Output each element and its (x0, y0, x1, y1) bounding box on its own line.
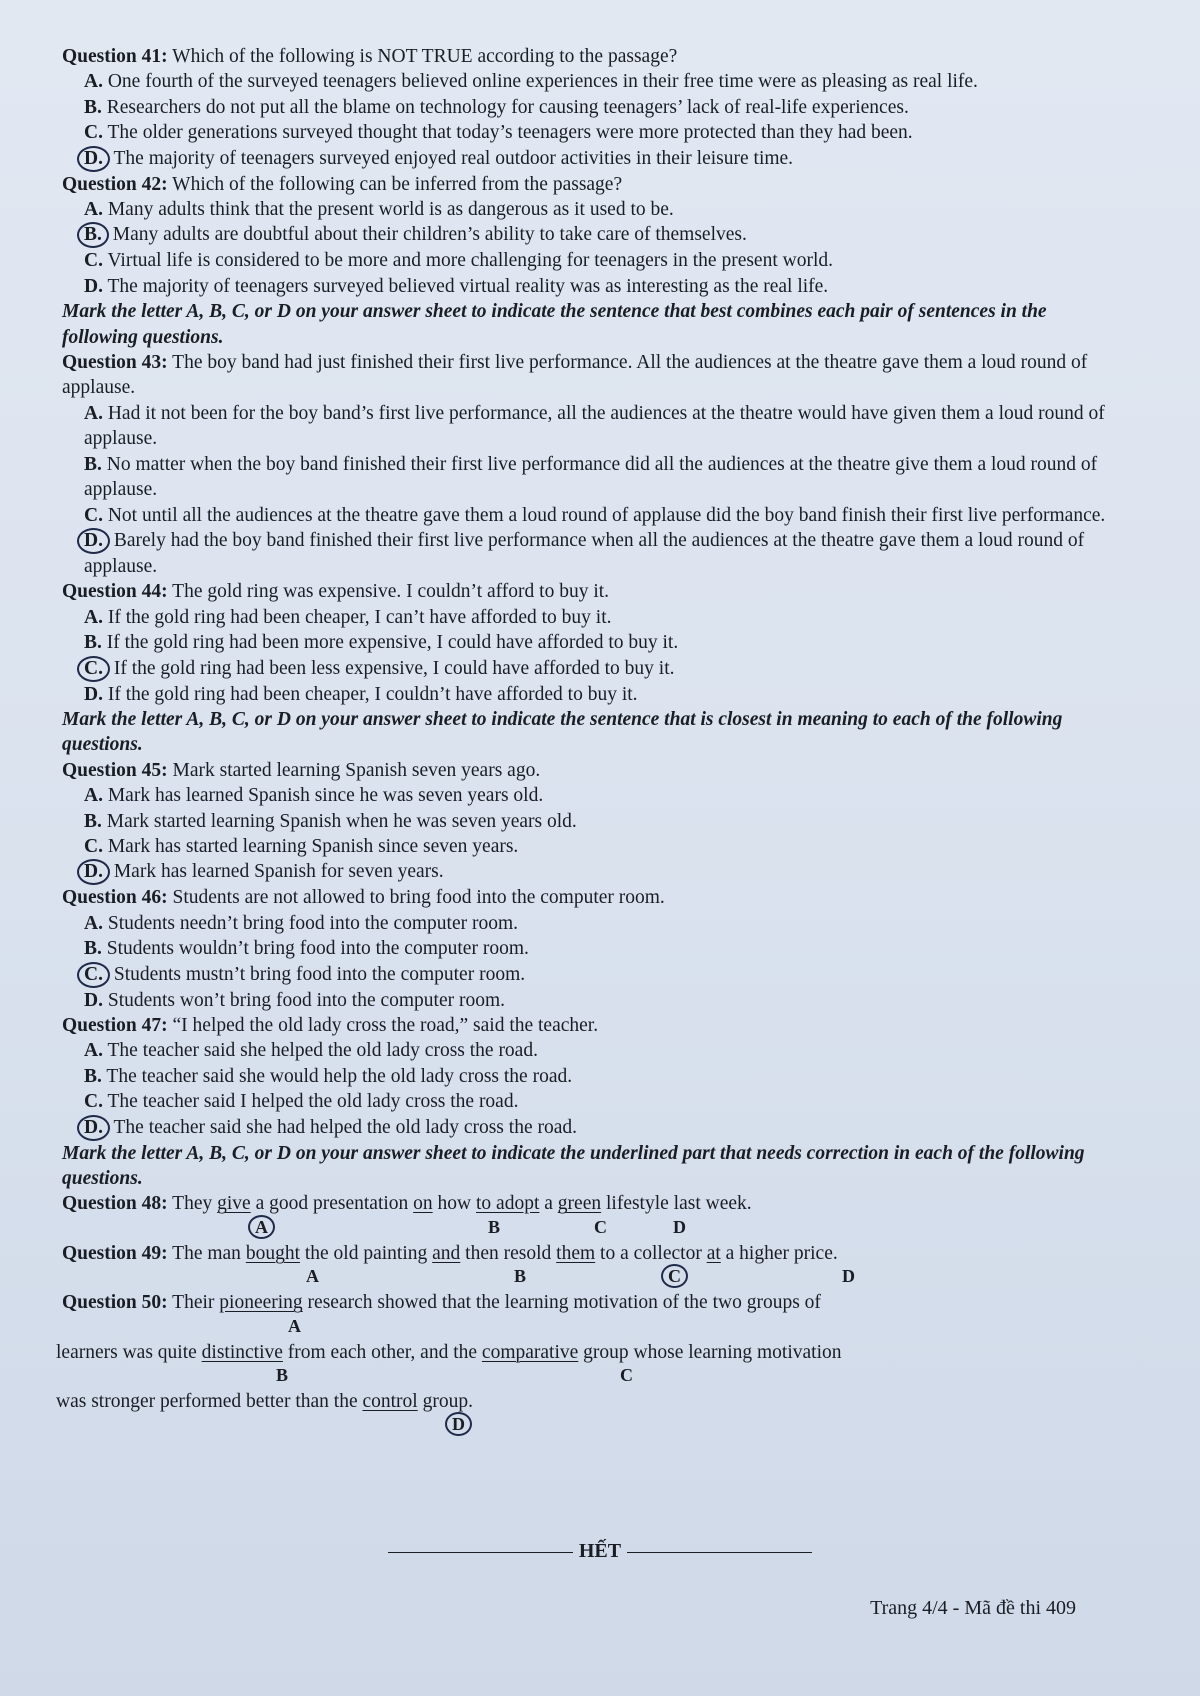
answer-circle: D. (77, 1115, 110, 1141)
underline-letters (62, 1414, 1122, 1438)
question-label: Question 45: (62, 759, 168, 781)
exam-content (56, 44, 1122, 1438)
underlined-part-c: comparative (481, 1341, 579, 1363)
underline-letters: A B C D (306, 1266, 855, 1287)
underlined-part-c: to adopt (476, 1193, 540, 1215)
question-stem: “I helped the old lady cross the road,” said the teacher. (172, 1015, 599, 1036)
option-d: D. The teacher said she had helped the old lady cross the road. (84, 1115, 1122, 1141)
option-d: D. If the gold ring had been cheaper, I couldn’t have afforded to buy it. (84, 683, 638, 705)
underline-letters: A (288, 1315, 301, 1336)
question-43 (62, 350, 1122, 401)
page-footer: Trang 4/4 - Mã đề thi 409 (870, 1597, 1076, 1619)
question-45 (62, 758, 1122, 783)
option-d: D. Mark has learned Spanish for seven years. (84, 859, 1122, 885)
answer-circle: C (661, 1264, 688, 1288)
question-stem: Which of the following is NOT TRUE according to the passage? (172, 46, 678, 67)
question-stem: The boy band had just finished their first live performance. All the audiences at the theatre gave them a loud round of applause. (62, 352, 1088, 399)
question-50-line-2: learners was quite distinctive from each other, and the comparative group whose learning motivation (56, 1341, 842, 1363)
end-marker: HẾT (0, 1540, 1200, 1563)
underlined-part-a: bought (245, 1242, 300, 1264)
option-b: B. Students wouldn’t bring food into the computer room. (84, 938, 529, 960)
option-a: A. Had it not been for the boy band’s first live performance, all the audiences at the theatre would have given them a loud round of applause. (84, 402, 1105, 450)
option-d: D. The majority of teenagers surveyed enjoyed real outdoor activities in their leisure time. (84, 146, 1122, 172)
question-label: Question 41: (62, 46, 168, 67)
question-48: Question 48: They give a good presentation on how to adopt a green lifestyle last week. (62, 1193, 752, 1215)
section-instruction: Mark the letter A, B, C, or D on your answer sheet to indicate the underlined part that needs correction in each of the following questions. (62, 1142, 1085, 1190)
option-a: A. If the gold ring had been cheaper, I can’t have afforded to buy it. (84, 606, 612, 628)
question-42 (62, 172, 1122, 197)
option-c: C. If the gold ring had been less expensive, I could have afforded to buy it. (84, 656, 1122, 682)
option-b: B. Many adults are doubtful about their children’s ability to take care of themselves. (84, 222, 1122, 248)
option-d: D. Barely had the boy band finished their first live performance when all the audiences at the theatre gave them a loud round of applause. (84, 528, 1122, 579)
divider (388, 1552, 573, 1553)
question-label: Question 44: (62, 581, 168, 603)
option-a: A. Students needn’t bring food into the computer room. (84, 912, 519, 934)
answer-circle: C. (77, 656, 110, 682)
underlined-part-b: distinctive (201, 1341, 283, 1363)
question-50-line-3: was stronger performed better than the control group. (56, 1391, 473, 1413)
section-instruction: Mark the letter A, B, C, or D on your answer sheet to indicate the sentence that best combines each pair of sentences in the following questions. (62, 301, 1047, 348)
question-50: Question 50: Their pioneering research showed that the learning motivation of the two groups of (62, 1292, 821, 1314)
option-b: B. If the gold ring had been more expensive, I could have afforded to buy it. (84, 632, 679, 654)
question-stem: The gold ring was expensive. I couldn’t afford to buy it. (172, 581, 610, 603)
option-c: C. The older generations surveyed thought that today’s teenagers were more protected than they had been. (84, 122, 913, 144)
option-d: D. The majority of teenagers surveyed believed virtual reality was as interesting as the real life. (84, 275, 829, 297)
option-b: B. No matter when the boy band finished their first live performance did all the audiences at the theatre give them a loud round of applause. (84, 453, 1098, 501)
underlined-part-d: at (706, 1242, 721, 1264)
option-b: B. The teacher said she would help the old lady cross the road. (84, 1065, 573, 1087)
option-a: A. Many adults think that the present world is as dangerous as it used to be. (84, 199, 674, 221)
answer-circle: D (445, 1412, 472, 1436)
question-47 (62, 1013, 1122, 1038)
question-44 (62, 579, 1122, 604)
underlined-part-a: give (217, 1193, 251, 1215)
question-49: Question 49: The man bought the old painting and then resold them to a collector at a higher price. (62, 1242, 838, 1264)
option-a: A. Mark has learned Spanish since he was seven years old. (84, 785, 544, 807)
option-c: C. The teacher said I helped the old lady cross the road. (84, 1091, 519, 1113)
answer-circle: A (248, 1215, 275, 1239)
option-b: B. Researchers do not put all the blame on technology for causing teenagers’ lack of real-life experiences. (84, 96, 909, 118)
question-label: Question 43: (62, 352, 168, 374)
question-stem: Students are not allowed to bring food into the computer room. (172, 887, 665, 909)
question-stem: Which of the following can be inferred from the passage? (172, 173, 623, 195)
question-label: Question 42: (62, 173, 168, 195)
answer-circle: D. (77, 146, 110, 172)
question-stem: Mark started learning Spanish seven years ago. (172, 759, 541, 781)
divider (627, 1552, 812, 1553)
underlined-part-d: control (362, 1391, 418, 1413)
answer-circle: D. (77, 859, 110, 885)
option-c: C. Students mustn’t bring food into the computer room. (84, 962, 1122, 988)
option-d: D. Students won’t bring food into the computer room. (84, 989, 506, 1011)
underlined-part-a: pioneering (219, 1292, 303, 1314)
underline-letters: A B C D (62, 1217, 1122, 1241)
option-a: A. The teacher said she helped the old lady cross the road. (84, 1040, 538, 1062)
answer-circle: C. (77, 962, 110, 988)
underlined-part-c: them (556, 1242, 596, 1264)
option-c: C. Not until all the audiences at the theatre gave them a loud round of applause did the boy band finish their first live performance. (84, 504, 1106, 526)
underlined-part-b: on (413, 1193, 433, 1215)
option-c: C. Virtual life is considered to be more and more challenging for teenagers in the present world. (84, 250, 833, 272)
question-label: Question 47: (62, 1015, 168, 1036)
answer-circle: D. (77, 528, 110, 554)
underline-letters: B C (276, 1365, 633, 1386)
question-label: Question 46: (62, 887, 168, 909)
option-a: A. One fourth of the surveyed teenagers believed online experiences in their free time were as pleasing as real life. (84, 71, 978, 93)
option-c: C. Mark has started learning Spanish since seven years. (84, 835, 519, 857)
underlined-part-d: green (557, 1193, 602, 1215)
answer-circle: B. (77, 222, 109, 248)
question-46 (62, 885, 1122, 910)
option-b: B. Mark started learning Spanish when he was seven years old. (84, 810, 577, 832)
question-41 (62, 44, 1122, 69)
section-instruction: Mark the letter A, B, C, or D on your answer sheet to indicate the sentence that is closest in meaning to each of the following questions. (62, 708, 1063, 756)
underlined-part-b: and (432, 1242, 461, 1264)
